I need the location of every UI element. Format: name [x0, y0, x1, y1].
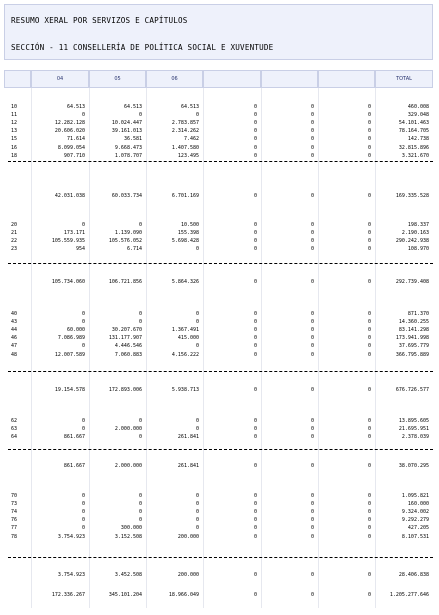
table-row-value: 0: [253, 343, 257, 350]
table-row-value: 366.795.889: [395, 351, 429, 358]
report-section: SECCIÓN - 11 CONSELLERÍA DE POLÍTICA SOCIAL E XUVENTUDE: [11, 43, 274, 52]
subtotal-row-value: 3.754.923: [57, 572, 85, 578]
table-row-value: 460.008: [407, 104, 429, 110]
table-row-value: 261.841: [177, 434, 199, 441]
table-row-value: 0: [310, 222, 314, 228]
subtotal-row-value: 0: [310, 387, 314, 393]
table-row-value: 108.970: [407, 246, 429, 253]
table-row-value: 0: [138, 112, 142, 119]
table-row-value: 9.292.279: [401, 517, 429, 524]
subtotal-row-value: 200.000: [177, 572, 199, 578]
table-row-value: 0: [367, 319, 371, 326]
column-header-1: 04: [31, 70, 89, 88]
table-row-value: 1.367.491: [171, 327, 199, 334]
table-row-value: 0: [310, 311, 314, 317]
grand-total-row-value: 1.205.277.646: [389, 592, 429, 598]
table-row-value: 0: [253, 517, 257, 524]
row-code: 77: [11, 525, 18, 532]
table-row-value: 0: [81, 517, 85, 524]
table-row-value: 907.710: [63, 152, 85, 159]
table-row-value: 0: [81, 426, 85, 433]
subtotal-row-value: 0: [367, 463, 371, 469]
subtotal-row-value: 2.000.000: [114, 463, 142, 469]
row-code: 76: [11, 517, 18, 524]
section-separator: [8, 161, 433, 162]
subtotal-row-value: 292.739.408: [395, 279, 429, 285]
column-header-2: 05: [89, 70, 146, 88]
table-row-value: 871.370: [407, 311, 429, 317]
table-row-value: 415.000: [177, 335, 199, 342]
table-row-value: 71.614: [66, 136, 85, 143]
table-row-value: 142.738: [407, 136, 429, 143]
table-row-value: 0: [310, 426, 314, 433]
table-row-value: 64.513: [123, 104, 142, 110]
subtotal-row-value: 0: [310, 279, 314, 285]
table-row-value: 0: [138, 501, 142, 508]
row-code: 10: [11, 104, 18, 110]
subtotal-row-value: 6.701.169: [171, 193, 199, 199]
table-row-value: 0: [367, 493, 371, 499]
table-row-value: 0: [310, 327, 314, 334]
table-row-value: 0: [310, 335, 314, 342]
subtotal-row-value: 0: [367, 193, 371, 199]
row-code: 11: [11, 112, 18, 119]
table-row-value: 0: [310, 509, 314, 516]
table-row-value: 0: [138, 311, 142, 317]
table-row-value: 0: [367, 246, 371, 253]
row-code: 18: [11, 152, 18, 159]
table-row-value: 0: [310, 152, 314, 159]
table-row-value: 0: [310, 493, 314, 499]
table-row-value: 0: [81, 509, 85, 516]
table-row-value: 2.783.857: [171, 120, 199, 127]
table-row-value: 0: [310, 238, 314, 245]
table-row-value: 105.559.935: [51, 238, 85, 245]
subtotal-row-value: 0: [253, 279, 257, 285]
table-row-value: 36.581: [123, 136, 142, 143]
table-row-value: 0: [253, 335, 257, 342]
table-row-value: 0: [310, 144, 314, 151]
table-row-value: 64.513: [180, 104, 199, 110]
row-code: 74: [11, 509, 18, 516]
table-row-value: 2.378.039: [401, 434, 429, 441]
table-row-value: 8.107.531: [401, 533, 429, 540]
subtotal-row-value: 5.864.326: [171, 279, 199, 285]
table-row-value: 39.161.013: [111, 128, 142, 135]
table-row-value: 14.360.255: [398, 319, 429, 326]
table-row-value: 131.177.907: [108, 335, 142, 342]
table-row-value: 0: [195, 525, 199, 532]
table-row-value: 0: [310, 351, 314, 358]
table-row-value: 0: [138, 493, 142, 499]
table-row-value: 0: [367, 509, 371, 516]
table-row-value: 0: [81, 418, 85, 424]
table-row-value: 12.282.128: [54, 120, 85, 127]
row-code: 20: [11, 222, 18, 228]
table-row-value: 0: [367, 104, 371, 110]
subtotal-row-value: 5.938.713: [171, 387, 199, 393]
table-row-value: 83.141.298: [398, 327, 429, 334]
table-row-value: 0: [367, 120, 371, 127]
subtotal-row-value: 105.734.060: [51, 279, 85, 285]
table-row-value: 0: [310, 434, 314, 441]
table-row-value: 37.695.779: [398, 343, 429, 350]
table-row-value: 0: [253, 351, 257, 358]
table-row-value: 0: [253, 319, 257, 326]
row-code: 43: [11, 319, 18, 326]
table-row-value: 0: [195, 311, 199, 317]
table-row-value: 0: [253, 311, 257, 317]
table-row-value: 0: [310, 343, 314, 350]
table-row-value: 1.095.821: [401, 493, 429, 499]
table-row-value: 0: [253, 525, 257, 532]
grand-total-row-value: 18.966.049: [168, 592, 199, 598]
table-row-value: 0: [253, 222, 257, 228]
table-row-value: 0: [367, 418, 371, 424]
column-header-5: [261, 70, 318, 88]
table-row-value: 20.606.020: [54, 128, 85, 135]
table-row-value: 0: [253, 426, 257, 433]
table-row-value: 0: [81, 112, 85, 119]
table-row-value: 105.576.052: [108, 238, 142, 245]
table-row-value: 78.164.705: [398, 128, 429, 135]
table-row-value: 0: [310, 319, 314, 326]
table-row-value: 7.060.883: [114, 351, 142, 358]
subtotal-row-value: 0: [367, 387, 371, 393]
table-row-value: 0: [367, 434, 371, 441]
table-row-value: 0: [367, 501, 371, 508]
table-row-value: 0: [367, 426, 371, 433]
table-row-value: 64.513: [66, 104, 85, 110]
table-row-value: 0: [253, 509, 257, 516]
subtotal-row-value: 0: [253, 463, 257, 469]
table-row-value: 0: [81, 311, 85, 317]
table-row-value: 0: [138, 418, 142, 424]
table-row-value: 0: [367, 136, 371, 143]
section-separator: [8, 449, 433, 450]
subtotal-row-value: 28.406.838: [398, 572, 429, 578]
table-row-value: 0: [253, 434, 257, 441]
table-row-value: 0: [367, 335, 371, 342]
report-header: [4, 4, 433, 60]
table-row-value: 0: [195, 493, 199, 499]
row-code: 46: [11, 335, 18, 342]
table-row-value: 0: [367, 343, 371, 350]
table-row-value: 0: [367, 327, 371, 334]
table-row-value: 173.171: [63, 230, 85, 237]
table-row-value: 0: [367, 238, 371, 245]
table-row-value: 290.242.938: [395, 238, 429, 245]
table-row-value: 21.695.951: [398, 426, 429, 433]
table-row-value: 0: [81, 501, 85, 508]
table-row-value: 160.000: [407, 501, 429, 508]
row-code: 21: [11, 230, 18, 237]
table-row-value: 10.024.447: [111, 120, 142, 127]
table-row-value: 0: [81, 319, 85, 326]
grand-total-row-value: 0: [253, 592, 257, 598]
table-row-value: 3.152.508: [114, 533, 142, 540]
table-row-value: 54.101.463: [398, 120, 429, 127]
row-code: 64: [11, 434, 18, 441]
row-code: 16: [11, 144, 18, 151]
section-separator: [8, 263, 433, 264]
table-row-value: 32.815.896: [398, 144, 429, 151]
grand-total-row-value: 0: [367, 592, 371, 598]
table-row-value: 1.078.707: [114, 152, 142, 159]
column-header-code: [4, 70, 31, 88]
subtotal-row-value: 0: [253, 387, 257, 393]
subtotal-row-value: 60.033.734: [111, 193, 142, 199]
subtotal-row-value: 0: [310, 572, 314, 578]
table-row-value: 3.321.670: [401, 152, 429, 159]
row-code: 63: [11, 426, 18, 433]
table-row-value: 427.205: [407, 525, 429, 532]
table-row-value: 0: [253, 533, 257, 540]
row-code: 12: [11, 120, 18, 127]
table-row-value: 0: [195, 426, 199, 433]
table-row-value: 0: [310, 104, 314, 110]
row-code: 62: [11, 418, 18, 424]
table-row-value: 0: [310, 136, 314, 143]
grand-total-row-value: 172.336.267: [51, 592, 85, 598]
table-row-value: 7.086.989: [57, 335, 85, 342]
subtotal-row-value: 261.841: [177, 463, 199, 469]
row-code: 70: [11, 493, 18, 499]
row-code: 44: [11, 327, 18, 334]
subtotal-row-value: 0: [310, 463, 314, 469]
table-row-value: 0: [195, 343, 199, 350]
table-row-value: 0: [310, 120, 314, 127]
subtotal-row-value: 38.070.295: [398, 463, 429, 469]
table-row-value: 200.000: [177, 533, 199, 540]
subtotal-row-value: 0: [253, 193, 257, 199]
table-row-value: 0: [367, 517, 371, 524]
grand-total-row-value: 345.101.204: [108, 592, 142, 598]
table-row-value: 0: [310, 230, 314, 237]
table-row-value: 0: [195, 246, 199, 253]
subtotal-row-value: 0: [253, 572, 257, 578]
table-row-value: 0: [310, 418, 314, 424]
table-row-value: 5.698.428: [171, 238, 199, 245]
table-row-value: 0: [253, 120, 257, 127]
table-row-value: 155.398: [177, 230, 199, 237]
table-row-value: 0: [367, 144, 371, 151]
subtotal-row-value: 172.893.006: [108, 387, 142, 393]
table-row-value: 0: [81, 222, 85, 228]
table-row-value: 0: [310, 525, 314, 532]
table-row-value: 0: [195, 509, 199, 516]
table-row-value: 4.446.546: [114, 343, 142, 350]
table-row-value: 2.190.163: [401, 230, 429, 237]
table-row-value: 0: [253, 128, 257, 135]
table-row-value: 0: [367, 311, 371, 317]
row-code: 48: [11, 351, 18, 358]
table-row-value: 0: [138, 509, 142, 516]
row-code: 15: [11, 136, 18, 143]
table-row-value: 300.000: [120, 525, 142, 532]
table-row-value: 0: [253, 501, 257, 508]
table-row-value: 0: [195, 418, 199, 424]
table-row-value: 0: [253, 144, 257, 151]
table-row-value: 0: [310, 533, 314, 540]
table-row-value: 0: [81, 493, 85, 499]
table-row-value: 0: [310, 517, 314, 524]
row-code: 40: [11, 311, 18, 317]
table-row-value: 0: [195, 501, 199, 508]
table-row-value: 0: [253, 327, 257, 334]
table-row-value: 9.324.002: [401, 509, 429, 516]
column-header-6: [318, 70, 375, 88]
subtotal-row-value: 0: [310, 193, 314, 199]
table-row-value: 0: [310, 128, 314, 135]
subtotal-row-value: 861.667: [63, 463, 85, 469]
subtotal-row-value: 42.031.038: [54, 193, 85, 199]
table-row-value: 6.714: [126, 246, 142, 253]
table-row-value: 10.500: [180, 222, 199, 228]
row-code: 47: [11, 343, 18, 350]
table-row-value: 0: [367, 128, 371, 135]
table-row-value: 0: [253, 418, 257, 424]
table-row-value: 954: [75, 246, 85, 253]
table-row-value: 0: [81, 343, 85, 350]
table-row-value: 0: [253, 136, 257, 143]
row-code: 78: [11, 533, 18, 540]
table-row-value: 0: [138, 319, 142, 326]
table-row-value: 0: [367, 230, 371, 237]
section-separator: [8, 371, 433, 372]
table-row-value: 123.495: [177, 152, 199, 159]
table-row-value: 30.207.670: [111, 327, 142, 334]
row-code: 23: [11, 246, 18, 253]
table-row-value: 1.139.090: [114, 230, 142, 237]
report-title: RESUMO XERAL POR SERVIZOS E CAPÍTULOS: [11, 16, 188, 25]
table-row-value: 0: [253, 104, 257, 110]
table-row-value: 198.337: [407, 222, 429, 228]
table-row-value: 0: [81, 525, 85, 532]
table-row-value: 0: [367, 525, 371, 532]
row-code: 13: [11, 128, 18, 135]
table-row-value: 329.048: [407, 112, 429, 119]
column-header-4: [203, 70, 261, 88]
subtotal-row-value: 169.335.528: [395, 193, 429, 199]
table-row-value: 173.941.998: [395, 335, 429, 342]
table-row-value: 0: [253, 112, 257, 119]
table-row-value: 0: [195, 517, 199, 524]
table-row-value: 861.667: [63, 434, 85, 441]
table-row-value: 0: [367, 112, 371, 119]
table-row-value: 9.668.473: [114, 144, 142, 151]
table-row-value: 0: [367, 351, 371, 358]
table-row-value: 2.000.000: [114, 426, 142, 433]
subtotal-row-value: 106.721.856: [108, 279, 142, 285]
table-row-value: 0: [367, 152, 371, 159]
table-row-value: 0: [195, 319, 199, 326]
table-row-value: 0: [367, 222, 371, 228]
table-row-value: 8.099.054: [57, 144, 85, 151]
table-row-value: 0: [138, 517, 142, 524]
row-code: 22: [11, 238, 18, 245]
subtotal-row-value: 0: [367, 279, 371, 285]
row-code: 73: [11, 501, 18, 508]
table-row-value: 0: [253, 238, 257, 245]
section-separator: [8, 557, 433, 558]
table-row-value: 7.462: [183, 136, 199, 143]
grand-total-row-value: 0: [310, 592, 314, 598]
table-row-value: 13.895.605: [398, 418, 429, 424]
table-row-value: 0: [310, 112, 314, 119]
table-row-value: 0: [253, 246, 257, 253]
table-row-value: 3.754.923: [57, 533, 85, 540]
table-row-value: 0: [310, 501, 314, 508]
table-row-value: 0: [195, 112, 199, 119]
table-row-value: 4.156.222: [171, 351, 199, 358]
table-row-value: 0: [138, 434, 142, 441]
table-row-value: 0: [367, 533, 371, 540]
table-row-value: 60.000: [66, 327, 85, 334]
table-row-value: 0: [310, 246, 314, 253]
subtotal-row-value: 19.154.578: [54, 387, 85, 393]
subtotal-row-value: 676.726.577: [395, 387, 429, 393]
subtotal-row-value: 3.452.508: [114, 572, 142, 578]
table-row-value: 0: [253, 493, 257, 499]
table-row-value: 12.007.589: [54, 351, 85, 358]
column-header-7: TOTAL: [375, 70, 433, 88]
table-row-value: 2.314.262: [171, 128, 199, 135]
subtotal-row-value: 0: [367, 572, 371, 578]
table-row-value: 0: [138, 222, 142, 228]
column-header-3: 06: [146, 70, 203, 88]
table-row-value: 1.407.580: [171, 144, 199, 151]
table-row-value: 0: [253, 152, 257, 159]
table-row-value: 0: [253, 230, 257, 237]
